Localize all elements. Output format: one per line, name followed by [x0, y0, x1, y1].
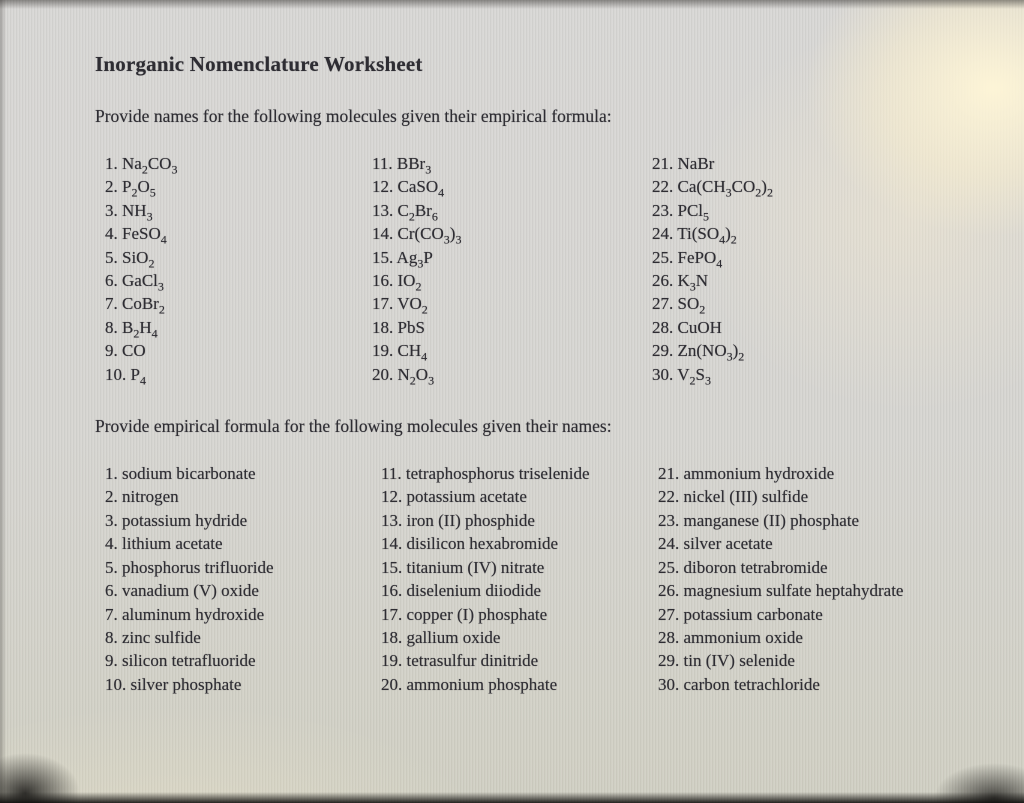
worksheet-item: 28. CuOH [652, 317, 722, 337]
photo-edge-bottom [0, 792, 1024, 803]
worksheet-item: 1. sodium bicarbonate [105, 464, 256, 484]
worksheet-item: 8. zinc sulfide [105, 627, 201, 647]
worksheet-item: 30. carbon tetrachloride [658, 674, 820, 694]
worksheet-item: 21. ammonium hydroxide [658, 464, 835, 484]
worksheet-item: 30. $V_2S_3$ [652, 364, 711, 388]
worksheet-item: 16. $IO_2$ [372, 271, 422, 294]
worksheet-column [105, 462, 381, 696]
worksheet-item: 11. tetraphosphorus triselenide [381, 464, 590, 484]
section-instructions: Provide empirical formula for the following molecules given their names: [95, 416, 612, 437]
worksheet-column [381, 462, 658, 696]
worksheet-item: 25. diboron tetrabromide [658, 557, 828, 577]
worksheet-item: 20. $N_2O_3$ [372, 364, 435, 388]
photo-corner-shadow [934, 763, 1024, 803]
worksheet-item: 11. BBr$_3$ [372, 154, 432, 177]
worksheet-item: 20. ammonium phosphate [381, 674, 558, 694]
worksheet-item: 21. NaBr [652, 154, 715, 173]
worksheet-item: 4. lithium acetate [105, 534, 223, 554]
worksheet-item: 7. CoBr$_2$ [105, 294, 165, 317]
worksheet-item: 24. silver acetate [658, 534, 773, 554]
worksheet-item: 14. $Cr(CO_3)_3$ [372, 224, 462, 247]
worksheet-item: 12. potassium acetate [381, 487, 527, 507]
section-instructions: Provide names for the following molecules given their empirical formula: [95, 106, 612, 126]
worksheet-item: 23. PCl$_5$ [652, 200, 710, 224]
worksheet-item: 18. gallium oxide [381, 627, 501, 647]
worksheet-column [372, 152, 652, 386]
worksheet-content [95, 52, 1024, 696]
worksheet-item: 29. tin (IV) selenide [658, 651, 795, 671]
worksheet-item: 5. SiO$_2$ [105, 247, 155, 271]
worksheet-item: 3. $NH_3$ [105, 200, 153, 224]
worksheet-item: 10. $P_4$ [105, 364, 146, 388]
worksheet-item: 22. $Ca(CH_3CO_2)_2$ [652, 177, 773, 200]
worksheet-item: 5. phosphorus trifluoride [105, 557, 274, 577]
worksheet-item: 13. $C_2Br_6$ [372, 200, 438, 224]
worksheet-item: 6. vanadium (V) oxide [105, 581, 259, 601]
worksheet-item: 25. FePO$_4$ [652, 247, 723, 271]
worksheet-item: 2. nitrogen [105, 487, 179, 507]
worksheet-item: 15. $Ag_3P$ [372, 247, 433, 271]
formula-list [105, 152, 1024, 386]
page-title: Inorganic Nomenclature Worksheet [95, 52, 423, 76]
worksheet-item: 7. aluminum hydroxide [105, 604, 265, 624]
photo-corner-shadow [0, 753, 80, 803]
worksheet-item: 18. PbS [372, 317, 425, 337]
worksheet-item: 17. $VO_2$ [372, 294, 428, 317]
worksheet-item: 10. silver phosphate [105, 674, 242, 694]
worksheet-item: 12. CaSO$_4$ [372, 177, 445, 200]
worksheet-column [105, 152, 372, 386]
worksheet-item: 29. $Zn(NO_3)_2$ [652, 341, 745, 364]
worksheet-item: 28. ammonium oxide [658, 627, 803, 647]
worksheet-item: 27. potassium carbonate [658, 604, 823, 624]
worksheet-item: 26. magnesium sulfate heptahydrate [658, 581, 904, 601]
worksheet-column [652, 152, 773, 386]
name-list [105, 462, 1024, 696]
worksheet-item: 24. $Ti(SO_4)_2$ [652, 224, 737, 247]
worksheet-item: 19. $CH_4$ [372, 341, 428, 364]
worksheet-item: 16. diselenium diiodide [381, 581, 542, 601]
worksheet-item: 27. $SO_2$ [652, 294, 706, 317]
worksheet-item: 4. FeSO$_4$ [105, 224, 167, 247]
worksheet-item: 2. $P_2O_5$ [105, 177, 156, 200]
worksheet-item: 19. tetrasulfur dinitride [381, 651, 539, 671]
worksheet-item: 14. disilicon hexabromide [381, 534, 559, 554]
worksheet-item: 22. nickel (III) sulfide [658, 487, 809, 507]
worksheet-item: 17. copper (I) phosphate [381, 604, 548, 624]
photo-edge-top [0, 0, 1024, 9]
worksheet-item: 9. silicon tetrafluoride [105, 651, 256, 671]
worksheet-item: 1. $Na_2CO_3$ [105, 154, 178, 177]
worksheet-item: 9. CO [105, 341, 146, 361]
worksheet-item: 8. $B_2H_4$ [105, 317, 158, 341]
worksheet-item: 23. manganese (II) phosphate [658, 510, 860, 530]
worksheet-item: 3. potassium hydride [105, 510, 248, 530]
worksheet-item: 15. titanium (IV) nitrate [381, 557, 545, 577]
worksheet-item: 26. $K_3N$ [652, 271, 709, 294]
worksheet-column [658, 462, 903, 696]
section-names-to-formulas [95, 416, 1024, 696]
photo-edge-left [0, 0, 6, 803]
worksheet-item: 6. GaCl$_3$ [105, 271, 164, 294]
worksheet-item: 13. iron (II) phosphide [381, 510, 535, 530]
section-formulas-to-names [95, 106, 1024, 386]
